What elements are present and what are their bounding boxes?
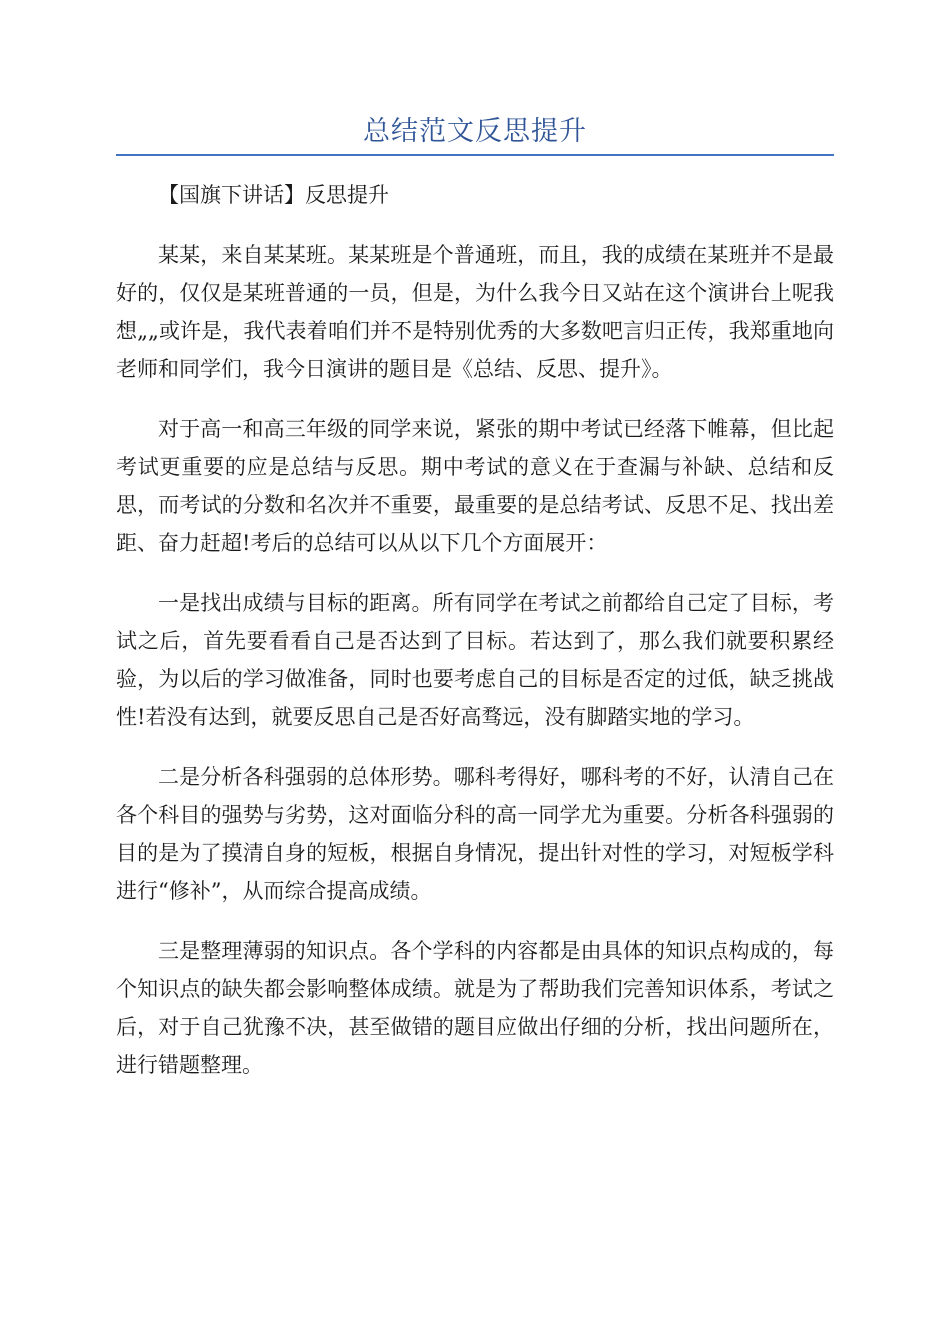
paragraph-3: 一是找出成绩与目标的距离。所有同学在考试之前都给自己定了目标，考试之后，首先要看看自己是否达到了目标。若达到了，那么我们就要积累经验，为以后的学习做准备，同时也要考虑自己的目标是否定的过低，缺乏挑战性!若没有达到，就要反思自己是否好高骛远，没有脚踏实地的学习。: [116, 591, 834, 729]
paragraph-5: 三是整理薄弱的知识点。各个学科的内容都是由具体的知识点构成的，每个知识点的缺失都会影响整体成绩。就是为了帮助我们完善知识体系，考试之后，对于自己犹豫不决，甚至做错的题目应做出仔细的分析，找出问题所在，进行错题整理。: [116, 939, 834, 1077]
title-divider: [116, 154, 834, 156]
document-body: [116, 176, 834, 1106]
speech-subtitle: 【国旗下讲话】反思提升: [158, 183, 389, 207]
paragraph-4: 二是分析各科强弱的总体形势。哪科考得好，哪科考的不好，认清自己在各个科目的强势与劣势，这对面临分科的高一同学尤为重要。分析各科强弱的目的是为了摸清自身的短板，根据自身情况，提出针对性的学习，对短板学科进行“修补”，从而综合提高成绩。: [116, 765, 834, 903]
paragraph-1: 某某，来自某某班。某某班是个普通班，而且，我的成绩在某班并不是最好的，仅仅是某班普通的一员，但是，为什么我今日又站在这个演讲台上呢我想„„或许是，我代表着咱们并不是特别优秀的大多数吧言归正传，我郑重地向老师和同学们，我今日演讲的题目是《总结、反思、提升》。: [116, 243, 834, 381]
document-title: 总结范文反思提升: [363, 116, 587, 147]
paragraph-2: 对于高一和高三年级的同学来说，紧张的期中考试已经落下帷幕，但比起考试更重要的应是总结与反思。期中考试的意义在于查漏与补缺、总结和反思，而考试的分数和名次并不重要，最重要的是总结考试、反思不足、找出差距、奋力赶超!考后的总结可以从以下几个方面展开：: [116, 417, 834, 555]
